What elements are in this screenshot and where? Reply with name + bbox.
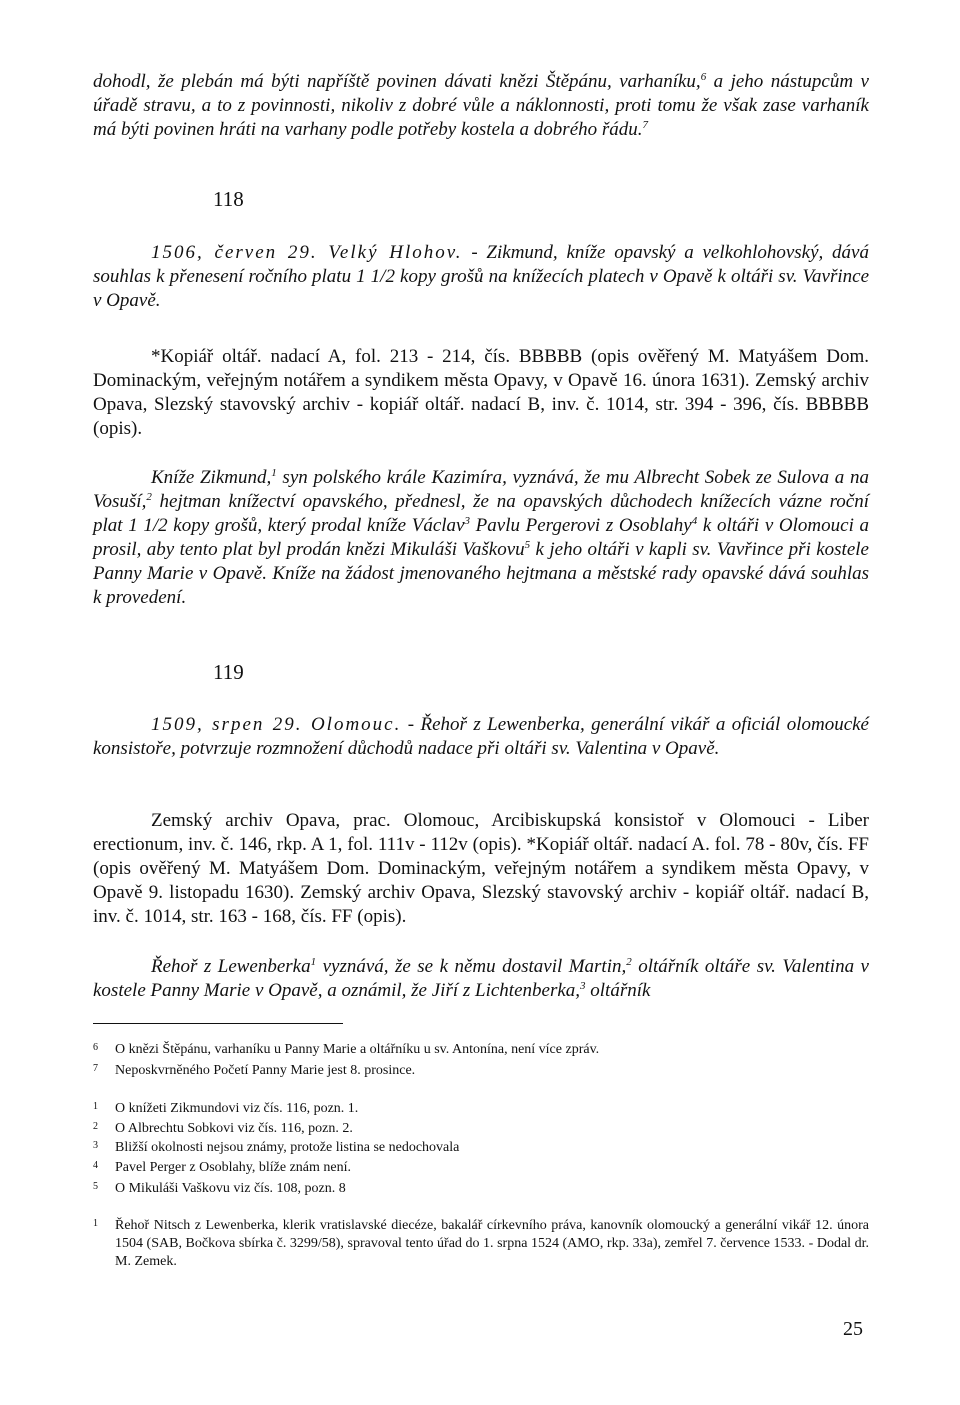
entry-regest xyxy=(93,241,869,313)
footnote-ref[interactable]: 5 xyxy=(524,539,531,551)
entry-number: 119 xyxy=(213,660,244,684)
footnote xyxy=(93,1041,869,1059)
footnote-ref[interactable]: 1 xyxy=(310,956,317,968)
body-text: Kníže Zikmund, xyxy=(151,467,272,488)
continuation-paragraph xyxy=(93,70,869,142)
footnote xyxy=(93,1062,869,1080)
footnote xyxy=(93,1100,869,1118)
footnote-mark: 1 xyxy=(93,1218,98,1229)
footnote xyxy=(93,1139,869,1157)
footnote-mark: 6 xyxy=(93,1042,98,1053)
footnote-mark: 2 xyxy=(93,1121,98,1132)
footnote-mark: 4 xyxy=(93,1160,98,1171)
source-citation: Zemský archiv Opava, prac. Olomouc, Arcibiskupská konsistoř v Olomouci - Liber erectionum, inv. č. 146, rkp. A 1, fol. 111v - 112v (opis). *Kopiář oltář. nadací A. fol. 78 - 80v, čís. FF (opis ověřený M. Matyášem Dom. Dominackým, veřejným notářem a syndikem města Opavy, v Opavě 9. listopadu 1630). Zemský archiv Opava, Slezský stavovský archiv - kopiář oltář. nadací B, inv. č. 1014, str. 163 - 168, čís. FF (opis). xyxy=(93,810,869,927)
entry-number: 118 xyxy=(213,187,244,211)
regest-text: - Řehoř z Lewenberka, generální vikář a oficiál olomoucké konsistoře, potvrzuje rozmnožení důchodů nadace při oltáři sv. Valentina v Opavě. xyxy=(93,714,869,759)
footnote-text: Bližší okolnosti nejsou známy, protože listina se nedochovala xyxy=(115,1140,460,1155)
body-text: Řehoř z Lewenberka xyxy=(151,956,311,977)
body-text: Pavlu Pergerovi z Osoblahy xyxy=(470,515,692,536)
body-text: vyznává, že se k němu dostavil Martin, xyxy=(316,956,627,977)
regest-text: - Zikmund, kníže opavský a velkohlohovský, dává souhlas k přenesení ročního platu 1 1/2 kopy grošů na knížecích platech v Opavě k oltáři sv. Vavřince v Opavě. xyxy=(93,242,869,311)
body-text: oltářník xyxy=(585,980,651,1001)
footnote-ref[interactable]: 6 xyxy=(700,71,707,83)
entry-regest xyxy=(93,713,869,761)
footnote xyxy=(93,1120,869,1138)
body-text: k jeho oltáři v kapli sv. Vavřince při kostele Panny Marie v Opavě. Kníže na žádost jmenovaného hejtmana a městské rady opavské dává souhlas k provedení. xyxy=(93,539,869,608)
footnote-text: Řehoř Nitsch z Lewenberka, klerik vratislavské diecéze, bakalář církevního práva, kanovník olomoucký a generální vikář 12. února 1504 (SAB, Bočkova sbírka č. 3299/58), spravoval tento úřad do 1. srpna 1524 (AMO, rkp. 33a), zemřel 7. července 1533. - Dodal dr. M. Zemek. xyxy=(115,1218,869,1269)
body-text: k oltáři v Olomouci a prosil, aby tento plat byl prodán knězi Mikuláši Vaškovu xyxy=(93,515,870,560)
footnote-ref[interactable]: 2 xyxy=(146,491,152,503)
footnote-ref[interactable]: 1 xyxy=(271,467,277,479)
footnote-ref[interactable]: 4 xyxy=(691,515,698,527)
footnote-ref[interactable]: 2 xyxy=(626,956,632,968)
entry-date: 1506, červen 29. Velký Hlohov. xyxy=(151,242,463,263)
paragraph-text: a jeho nástupcům v úřadě stravu, a to z povinnosti, nikoliv z dobré vůle a náklonnosti, proti tomu že však zase varhaník má býti povinen hráti na varhany podle potřeby kostela a dobrého řádu. xyxy=(93,71,869,140)
footnote-mark: 7 xyxy=(93,1063,98,1074)
footnote-text: O knězi Štěpánu, varhaníku u Panny Marie a oltářníku u sv. Antonína, není více zpráv. xyxy=(115,1042,600,1057)
footnote xyxy=(93,1217,869,1271)
footnote-ref[interactable]: 3 xyxy=(580,980,586,992)
body-text: oltářník oltáře sv. Valentina v kostele Panny Marie v Opavě, a oznámil, že Jiří z Lichtenberka, xyxy=(93,956,869,1001)
body-text: hejtman knížectví opavského, přednesl, že na opavských důchodech knížecích vázne roční plat 1 1/2 kopy grošů, který prodal kníže Václav xyxy=(93,491,869,536)
body-text: syn polského krále Kazimíra, vyznává, že mu Albrecht Sobek ze Sulova a na Vosuší, xyxy=(93,467,869,512)
entry-body xyxy=(93,466,869,610)
footnote-text: O knížeti Zikmundovi viz čís. 116, pozn. 1. xyxy=(115,1101,359,1116)
footnote-text: Neposkvrněného Početí Panny Marie jest 8. prosince. xyxy=(115,1063,416,1078)
entry-date: 1509, srpen 29. Olomouc. xyxy=(151,714,402,735)
paragraph-text: dohodl, že plebán má býti napříště povinen dávati knězi Štěpánu, varhaníku, xyxy=(93,71,701,92)
footnote-mark: 1 xyxy=(93,1101,98,1112)
page-number: 25 xyxy=(843,1318,863,1340)
footnote xyxy=(93,1180,869,1198)
footnote-ref[interactable]: 3 xyxy=(464,515,470,527)
footnote-text: O Albrechtu Sobkovi viz čís. 116, pozn. 2. xyxy=(115,1121,353,1136)
footnote-text: Pavel Perger z Osoblahy, blíže znám není. xyxy=(115,1160,351,1175)
footnote-mark: 3 xyxy=(93,1140,98,1151)
footnote-text: O Mikuláši Vaškovu viz čís. 108, pozn. 8 xyxy=(115,1181,346,1196)
footnote-ref[interactable]: 7 xyxy=(642,119,649,131)
footnote-divider xyxy=(93,1023,343,1024)
footnote xyxy=(93,1159,869,1177)
source-citation: *Kopiář oltář. nadací A, fol. 213 - 214, čís. BBBBB (opis ověřený M. Matyášem Dom. Dominackým, veřejným notářem a syndikem města Opavy, v Opavě 16. února 1631). Zemský archiv Opava, Slezský stavovský archiv - kopiář oltář. nadací B, inv. č. 1014, str. 394 - 396, čís. BBBBB (opis). xyxy=(93,346,869,439)
entry-body xyxy=(93,955,869,1003)
footnote-mark: 5 xyxy=(93,1181,98,1192)
